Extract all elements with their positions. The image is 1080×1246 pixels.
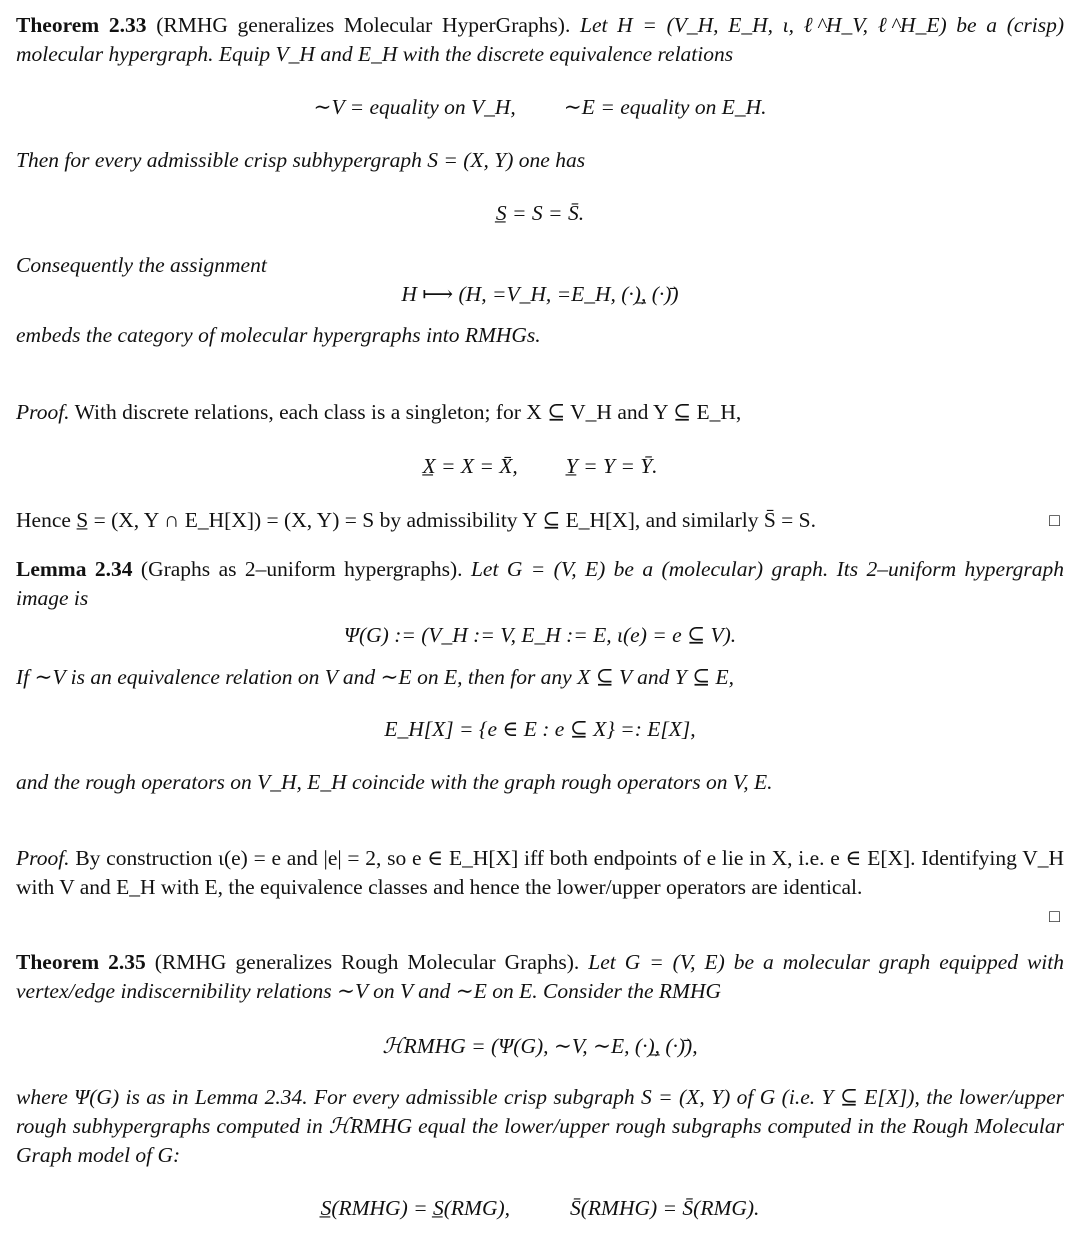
equation-psi: Ψ(G) := (V_H := V, E_H := E, ι(e) = e ⊆ V). (343, 623, 737, 647)
theorem-text: Consequently the assignment (16, 253, 267, 277)
proof-paragraph (16, 844, 1064, 902)
proof-text: Hence S̲ = (X, Y ∩ E_H[X]) = (X, Y) = S by admissibility Y ⊆ E_H[X], and similarly S̄ = S. (16, 508, 817, 532)
theorem-text: Let G = (V, E) be a molecular graph equipped with vertex/edge indiscernibility relations ∼V on V and ∼E on E. Consider the RMHG (16, 950, 1065, 1003)
theorem-2-35 (16, 948, 1064, 1006)
equation-relations (16, 93, 1064, 122)
lemma-text: Let G = (V, E) be a (molecular) graph. Its 2–uniform hypergraph image is (16, 557, 1065, 610)
equation-rmhg: ℋRMHG = (Ψ(G), ∼V, ∼E, (·)̲, (·)̄), (382, 1034, 698, 1058)
equation-part: X̲ = X = X̄, (422, 454, 518, 478)
equation-equality: S̲ = S = S̄. (495, 201, 585, 225)
lemma-text: If ∼V is an equivalence relation on V and ∼E on E, then for any X ⊆ V and Y ⊆ E, (16, 665, 734, 689)
theorem-text: embeds the category of molecular hypergraphs into RMHGs. (16, 323, 541, 347)
qed-symbol: □ (1049, 510, 1060, 530)
theorem-text: Let H = (V_H, E_H, ι, ℓ^H_V, ℓ^H_E) be a (crisp) molecular hypergraph. Equip V_H and E_H with the discrete equivalence relations (16, 13, 1065, 66)
lemma-label: Lemma 2.34 (16, 557, 133, 581)
qed-symbol: □ (1049, 906, 1060, 926)
equation-part: Y̲ = Y = Ȳ. (565, 454, 658, 478)
proof-label: Proof. (16, 846, 70, 870)
theorem-title: (RMHG generalizes Molecular HyperGraphs). (156, 13, 571, 37)
theorem-label: Theorem 2.33 (16, 13, 147, 37)
equation-part: S̲(RMHG) = S̲(RMG), (320, 1196, 510, 1220)
proof-text: With discrete relations, each class is a singleton; for X ⊆ V_H and Y ⊆ E_H, (74, 400, 742, 424)
equation-part: ∼V = equality on V_H, (313, 95, 516, 119)
lemma-2-34 (16, 555, 1064, 613)
proof-text: By construction ι(e) = e and |e| = 2, so e ∈ E_H[X] iff both endpoints of e lie in X, i.e. e ∈ E[X]. Identifying V_H with V and E_H with E, the equivalence classes and hence the lower/upper operators are identical. (16, 846, 1064, 899)
lemma-title: (Graphs as 2–uniform hypergraphs). (140, 557, 463, 581)
theorem-2-33 (16, 11, 1064, 69)
equation-part: S̄(RMHG) = S̄(RMG). (570, 1196, 760, 1220)
equation-final (16, 1194, 1064, 1223)
equation-embedding: H ⟼ (H, =V_H, =E_H, (·)̲, (·)̄) (401, 282, 679, 306)
theorem-title: (RMHG generalizes Rough Molecular Graphs). (154, 950, 580, 974)
lemma-text: and the rough operators on V_H, E_H coincide with the graph rough operators on V, E. (16, 770, 773, 794)
proof-conclusion (16, 506, 1064, 535)
equation-edge-set: E_H[X] = {e ∈ E : e ⊆ X} =: E[X], (384, 717, 696, 741)
theorem-text: Then for every admissible crisp subhypergraph S = (X, Y) one has (16, 148, 586, 172)
proof-label: Proof. (16, 400, 70, 424)
theorem-text: where Ψ(G) is as in Lemma 2.34. For every admissible crisp subgraph S = (X, Y) of G (i.e. Y ⊆ E[X]), the lower/upper rough subhypergraphs computed in ℋRMHG equal the lower/upper rough subgraphs computed in the Rough Molecular Graph model of G: (16, 1085, 1064, 1167)
equation-singletons (16, 452, 1064, 481)
theorem-label: Theorem 2.35 (16, 950, 146, 974)
proof-2-33 (16, 398, 1064, 427)
proof-2-34 (16, 844, 1064, 926)
equation-part: ∼E = equality on E_H. (563, 95, 767, 119)
